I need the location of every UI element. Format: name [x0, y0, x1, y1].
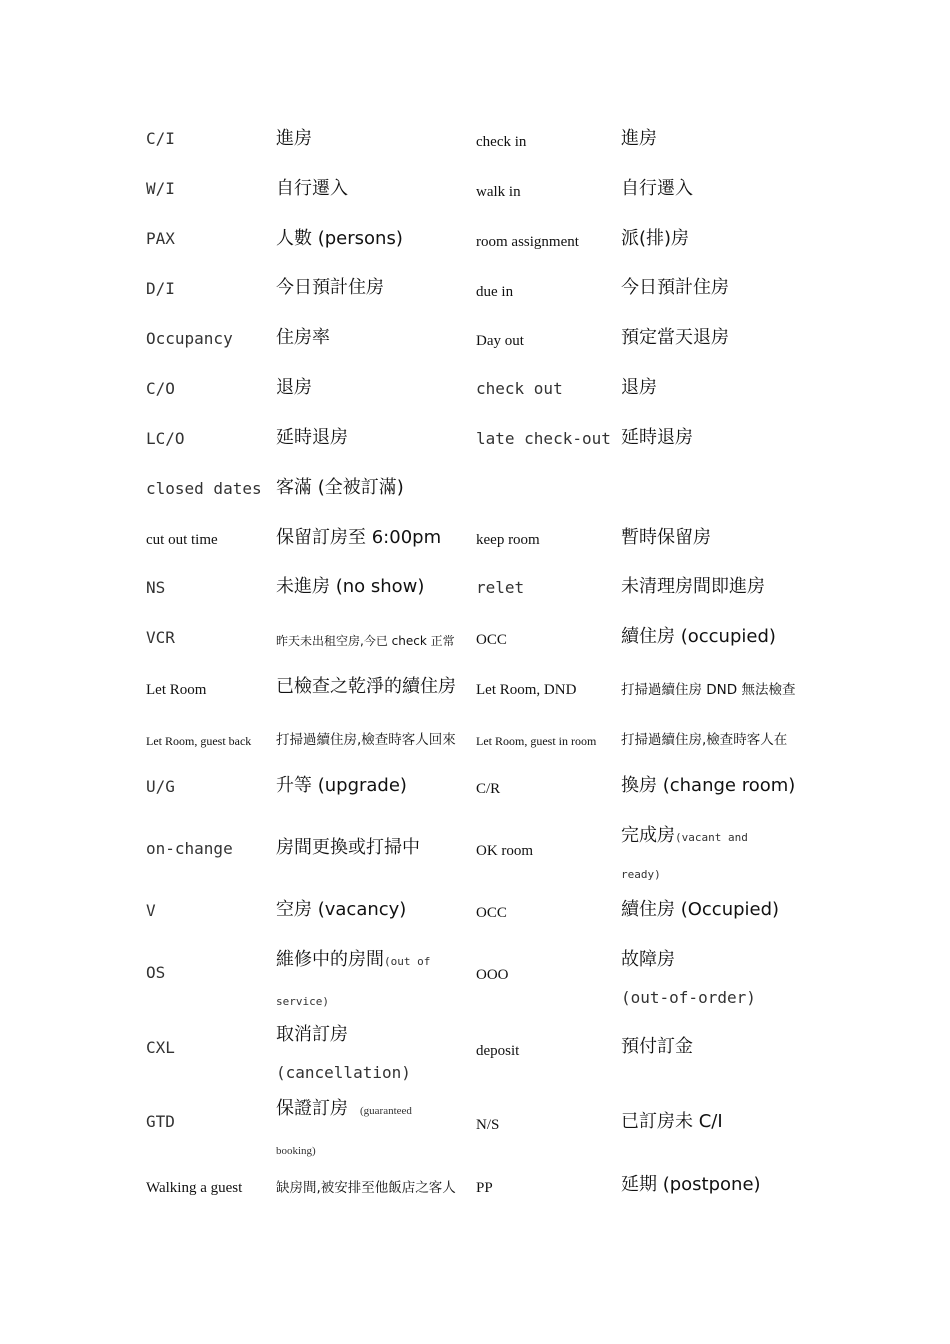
term-meaning-en-cont: booking) — [276, 1145, 316, 1157]
term-meaning: 保留訂房至 6:00pm — [276, 527, 442, 548]
term-full: check in — [476, 134, 527, 150]
term-full-meaning-en: (vacant and — [675, 831, 748, 844]
term-full-meaning-en-cont: ready) — [621, 868, 661, 881]
term-meaning-zh: 維修中的房間 — [276, 949, 384, 970]
term-full-meaning: 今日預計住房 — [621, 277, 729, 298]
term-abbr: U/G — [146, 777, 175, 796]
term-meaning: 今日預計住房 — [276, 277, 384, 298]
term-full-meaning — [621, 825, 748, 847]
term-abbr: GTD — [146, 1112, 175, 1131]
term-abbr: Occupancy — [146, 329, 233, 348]
term-full: OCC — [476, 905, 507, 921]
term-abbr: cut out time — [146, 532, 218, 548]
term-full: check out — [476, 379, 563, 398]
term-meaning: 未進房 (no show) — [276, 576, 425, 597]
term-full-meaning: 派(排)房 — [621, 228, 690, 249]
term-meaning: 打掃過續住房,檢查時客人回來 — [276, 732, 456, 748]
term-meaning: 昨天未出租空房,今已 check 正常 — [276, 634, 455, 648]
term-full-meaning: 未清理房間即進房 — [621, 576, 765, 597]
term-full: Let Room, DND — [476, 682, 577, 698]
term-full-meaning-zh: 完成房 — [621, 825, 675, 846]
term-meaning: 住房率 — [276, 327, 330, 348]
term-full: late check-out — [476, 429, 611, 448]
term-meaning: 空房 (vacancy) — [276, 899, 407, 920]
term-abbr: Let Room, guest back — [146, 734, 252, 748]
term-full-meaning: 續住房 (occupied) — [621, 626, 776, 647]
term-meaning: 缺房間,被安排至他飯店之客人 — [276, 1180, 456, 1196]
term-full: N/S — [476, 1117, 500, 1133]
term-meaning-en: (guaranteed — [360, 1105, 412, 1117]
term-full: walk in — [476, 184, 521, 200]
term-meaning — [276, 949, 430, 971]
term-full-meaning: 延期 (postpone) — [621, 1174, 761, 1195]
term-full-meaning: 續住房 (Occupied) — [621, 899, 780, 920]
term-meaning: 房間更換或打掃中 — [276, 837, 420, 858]
term-full: Let Room, guest in room — [476, 734, 597, 748]
term-full: due in — [476, 284, 514, 300]
term-full-meaning: 預付訂金 — [621, 1036, 693, 1057]
term-full-meaning: 換房 (change room) — [621, 775, 796, 796]
term-meaning-en: (out of — [384, 955, 431, 968]
term-meaning: 取消訂房 — [276, 1024, 348, 1045]
term-full: relet — [476, 578, 525, 597]
term-full: deposit — [476, 1043, 520, 1059]
term-meaning: 退房 — [276, 377, 312, 398]
term-full-meaning: 暫時保留房 — [621, 527, 711, 548]
term-abbr: Let Room — [146, 682, 207, 698]
term-full: OOO — [476, 967, 509, 983]
term-abbr: C/O — [146, 379, 175, 398]
term-full-meaning: 已訂房未 C/I — [621, 1111, 723, 1132]
term-full: C/R — [476, 781, 501, 797]
term-full-meaning: 延時退房 — [621, 427, 693, 448]
term-abbr: closed dates — [146, 479, 262, 498]
term-meaning: 客滿 (全被訂滿) — [276, 477, 404, 498]
term-abbr: on-change — [146, 839, 233, 858]
term-meaning: 自行遷入 — [276, 178, 348, 199]
term-abbr: VCR — [146, 628, 175, 647]
term-abbr: CXL — [146, 1038, 175, 1057]
term-abbr: Walking a guest — [146, 1180, 243, 1196]
term-abbr: LC/O — [146, 429, 185, 448]
term-full: OCC — [476, 632, 507, 648]
term-abbr: NS — [146, 578, 166, 597]
term-full-meaning: 預定當天退房 — [621, 327, 729, 348]
term-full-meaning-en: (out-of-order) — [621, 988, 756, 1007]
term-meaning: 進房 — [276, 128, 312, 149]
term-meaning-zh: 保證訂房 — [276, 1098, 348, 1119]
term-full-meaning: 打掃過續住房 DND 無法檢查 — [621, 682, 796, 698]
term-full: room assignment — [476, 234, 579, 250]
term-abbr: PAX — [146, 229, 175, 248]
term-meaning — [276, 1098, 412, 1120]
term-abbr: W/I — [146, 179, 175, 198]
term-full-meaning: 退房 — [621, 377, 657, 398]
term-abbr: D/I — [146, 279, 175, 298]
term-meaning-en-cont: service) — [276, 995, 329, 1008]
term-full: keep room — [476, 532, 540, 548]
term-abbr: V — [146, 901, 156, 920]
term-full: OK room — [476, 843, 534, 859]
term-full-meaning: 進房 — [621, 128, 657, 149]
term-abbr: OS — [146, 963, 166, 982]
term-abbr: C/I — [146, 129, 175, 148]
term-full-meaning: 故障房 — [621, 949, 675, 970]
term-meaning: 延時退房 — [276, 427, 348, 448]
term-meaning-en: (cancellation) — [276, 1063, 411, 1082]
term-full: Day out — [476, 333, 524, 349]
term-meaning: 已檢查之乾淨的續住房 — [276, 676, 456, 697]
term-full: PP — [476, 1180, 493, 1196]
term-full-meaning: 自行遷入 — [621, 178, 693, 199]
term-meaning: 升等 (upgrade) — [276, 775, 407, 796]
term-full-meaning: 打掃過續住房,檢查時客人在 — [621, 732, 788, 748]
term-meaning: 人數 (persons) — [276, 228, 403, 249]
